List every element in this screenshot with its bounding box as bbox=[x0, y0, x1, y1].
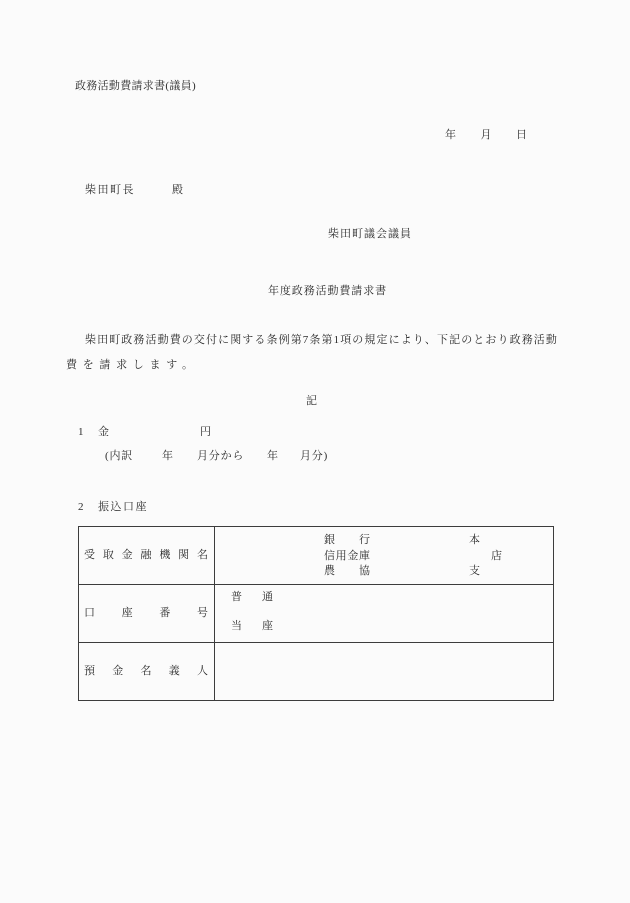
table-row-bank bbox=[79, 527, 554, 585]
body-text-line1: 柴田町政務活動費の交付に関する条例第7条第1項の規定により、下記のとおり政務活動 bbox=[85, 334, 558, 346]
breakdown-months-from: 月分から bbox=[197, 450, 245, 462]
date-month-label: 月 bbox=[480, 129, 492, 141]
branch-office-option: 支 bbox=[469, 565, 480, 577]
account-number-value-cell bbox=[215, 585, 554, 643]
addressee-honorific: 殿 bbox=[172, 184, 183, 196]
shinkin-option: 信用金庫 bbox=[324, 549, 370, 562]
nokyo-option: 農協 bbox=[324, 565, 370, 577]
office-suffix: 店 bbox=[491, 549, 502, 562]
breakdown-open: (内訳 bbox=[105, 450, 134, 462]
holder-label: 預金名義人 bbox=[84, 665, 208, 677]
amount-label: 金 bbox=[98, 426, 109, 438]
transfer-account-label: 振込口座 bbox=[98, 501, 148, 513]
bank-type-options bbox=[324, 533, 370, 580]
holder-value-cell bbox=[215, 643, 554, 701]
account-number-header-cell bbox=[79, 585, 215, 643]
table-row-account-number bbox=[79, 585, 554, 643]
breakdown-year-from: 年 bbox=[162, 450, 173, 462]
main-office-option: 本 bbox=[469, 534, 480, 546]
holder-header-cell bbox=[79, 643, 215, 701]
date-line bbox=[445, 129, 527, 142]
account-table bbox=[78, 526, 554, 701]
bank-row-header-cell bbox=[79, 527, 215, 585]
form-title: 政務活動費請求書(議員) bbox=[75, 80, 196, 92]
current-account-option: 当座 bbox=[231, 620, 273, 632]
amount-item-number: 1 bbox=[78, 426, 84, 438]
amount-unit-yen: 円 bbox=[200, 426, 211, 438]
subject-title: 年度政務活動費請求書 bbox=[268, 285, 387, 297]
transfer-account-item-number: 2 bbox=[78, 501, 84, 513]
date-day-label: 日 bbox=[516, 129, 527, 141]
breakdown-months-to: 月分) bbox=[300, 450, 329, 462]
bank-row-value-cell bbox=[215, 527, 554, 585]
claimant-title: 柴田町議会議員 bbox=[328, 228, 412, 240]
breakdown-year-to: 年 bbox=[267, 450, 278, 462]
account-number-label: 口座番号 bbox=[84, 607, 208, 619]
ordinary-account-option: 普通 bbox=[231, 591, 273, 603]
record-marker: 記 bbox=[306, 395, 317, 407]
branch-options bbox=[469, 533, 502, 580]
bank-row-label: 受取金融機関名 bbox=[84, 549, 208, 561]
body-text-line2: 費を請求します。 bbox=[66, 359, 199, 371]
addressee-name: 柴田町長 bbox=[85, 184, 135, 196]
bank-option: 銀行 bbox=[324, 534, 370, 546]
table-row-holder bbox=[79, 643, 554, 701]
date-year-label: 年 bbox=[445, 129, 456, 141]
